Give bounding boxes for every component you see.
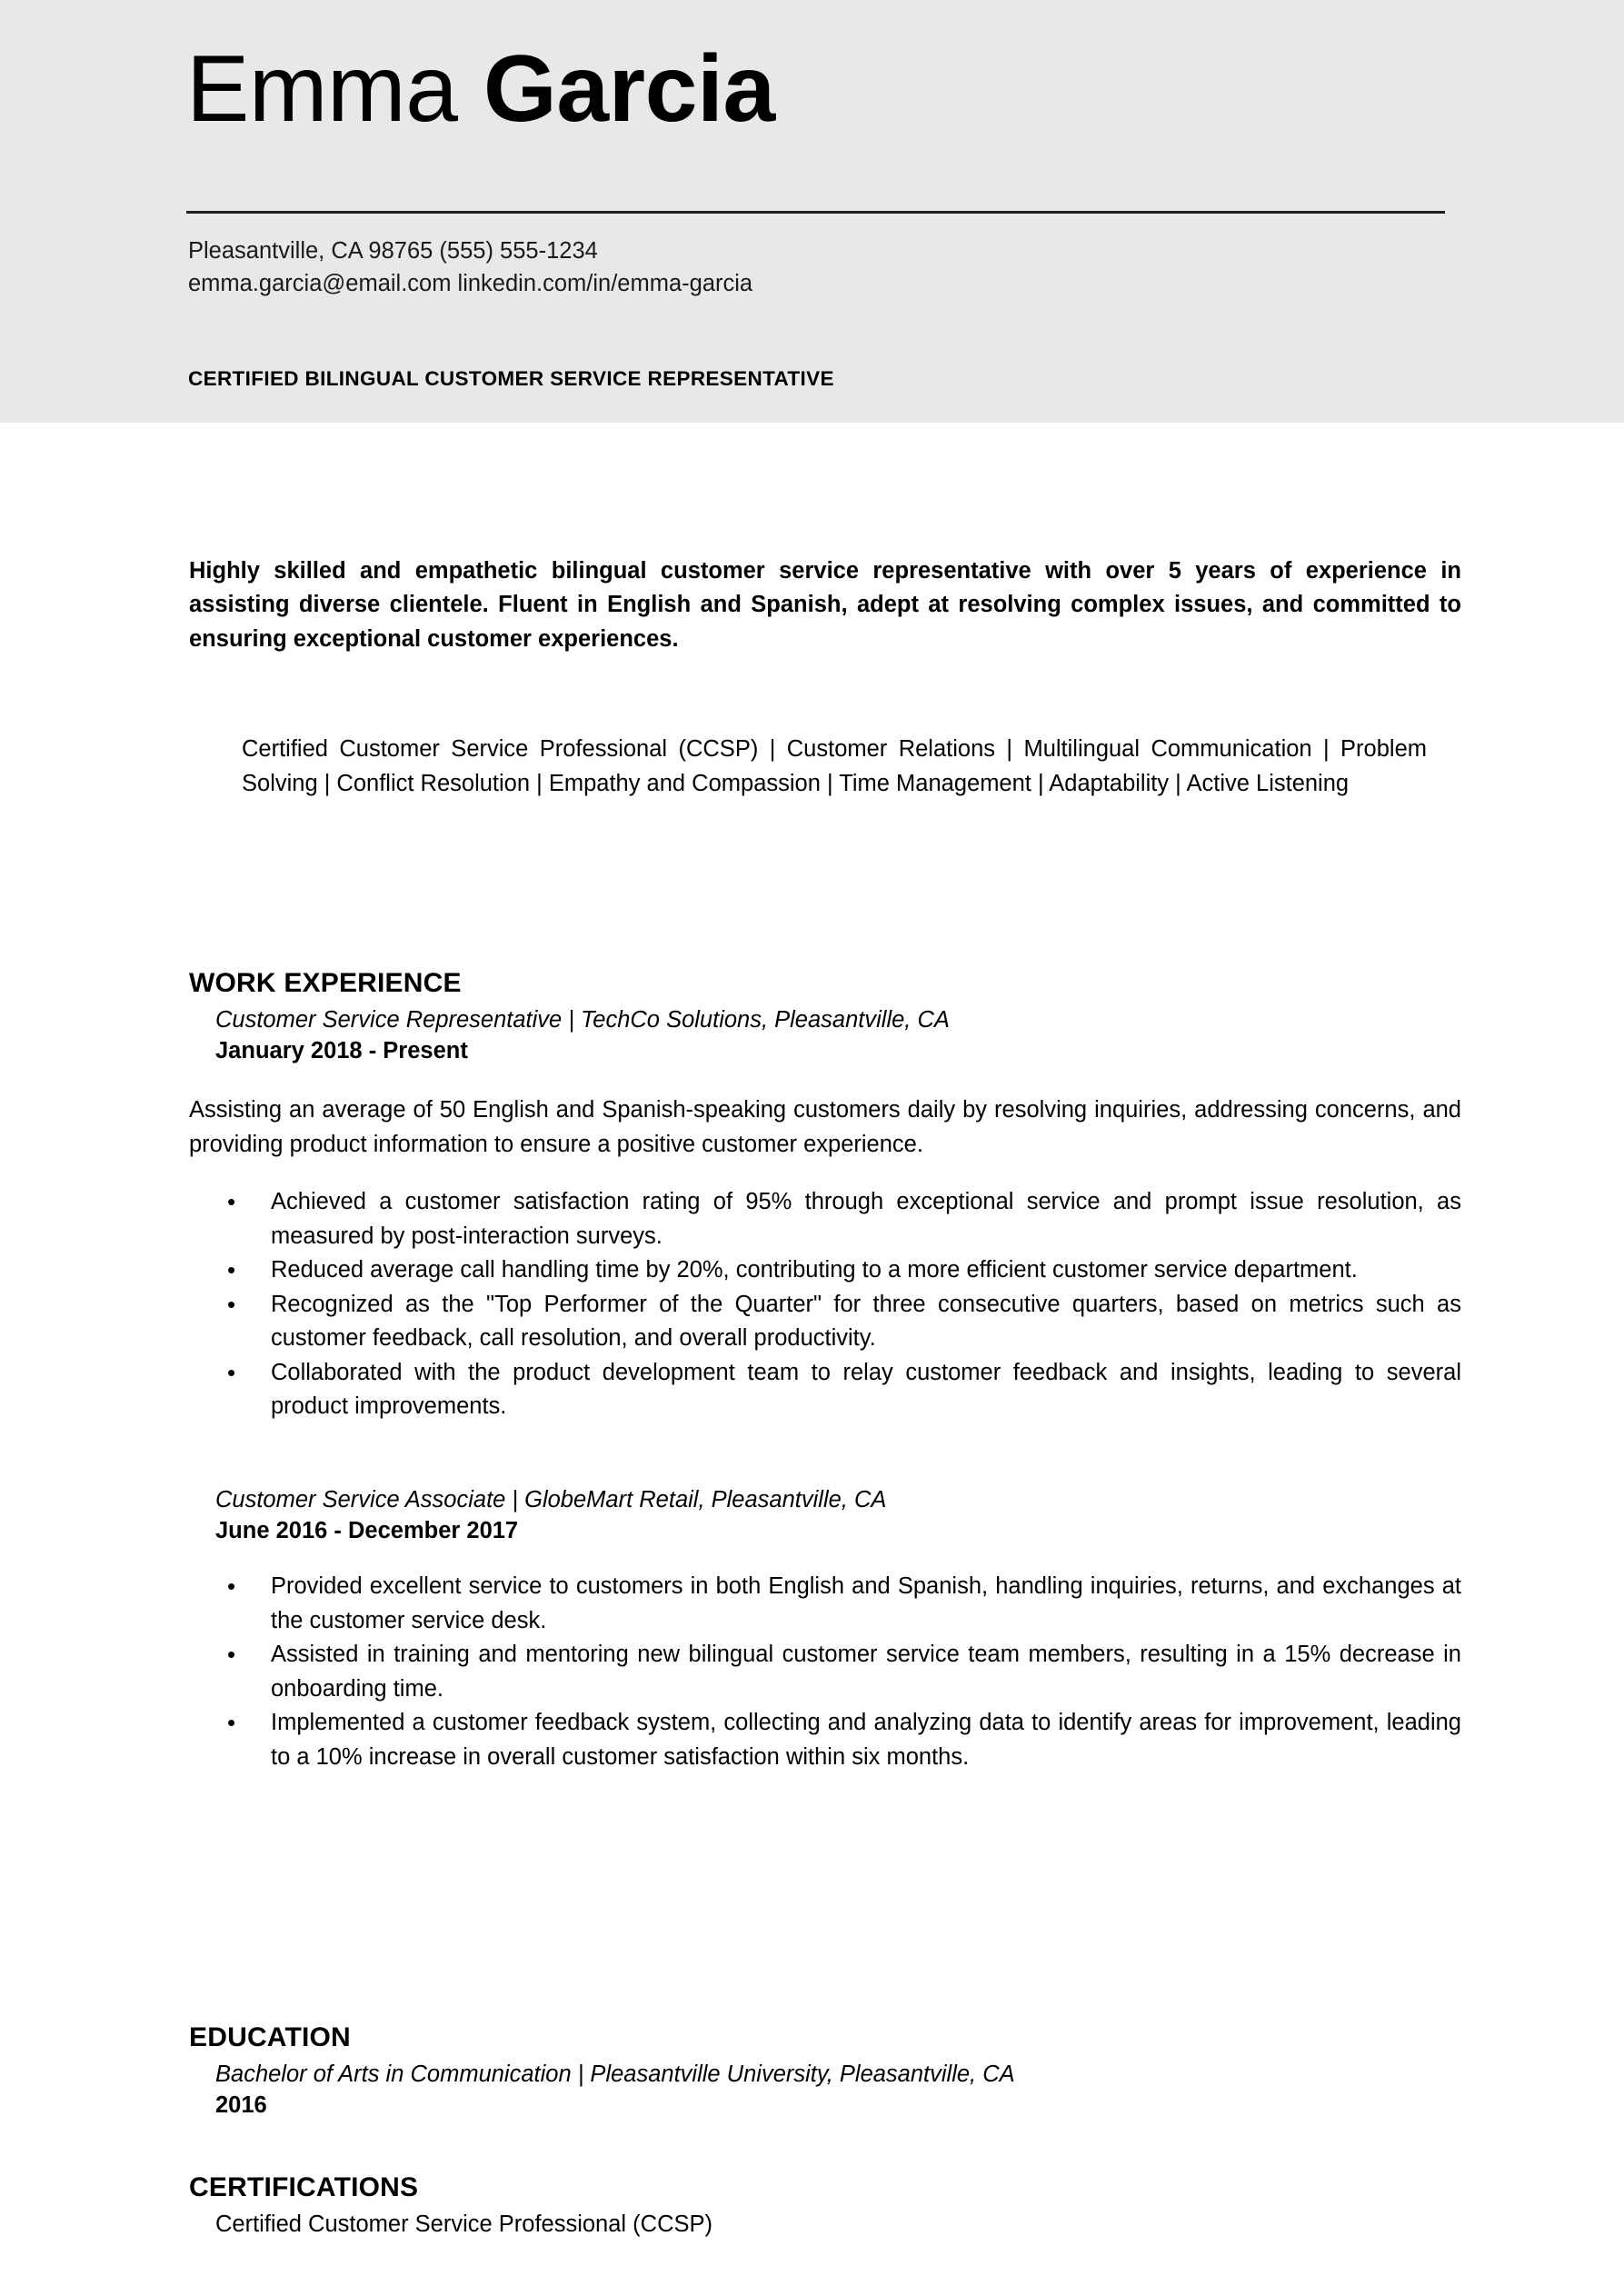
work-entry <box>215 1484 1461 1546</box>
work-entry-date: January 2018 - Present <box>215 1038 468 1064</box>
work-entry-second <box>189 1484 1461 1774</box>
education-degree: Bachelor of Arts in Communication | Pleasantville University, Pleasantville, CA <box>215 2061 1015 2087</box>
section-heading-work-experience: WORK EXPERIENCE <box>189 968 462 998</box>
work-entry-title: Customer Service Associate | GlobeMart Retail, Pleasantville, CA <box>215 1487 887 1512</box>
work-entry-description: Assisting an average of 50 English and Spanish-speaking customers daily by resolving inquiries, addressing concerns, and providing product information to ensure a positive customer experience. <box>189 1097 1461 1157</box>
certifications-section <box>189 2172 1461 2241</box>
education-year: 2016 <box>215 2092 267 2119</box>
work-entry-date: June 2016 - December 2017 <box>215 1518 519 1544</box>
last-name: Garcia <box>483 36 775 142</box>
list-item: • Implemented a customer feedback system, collecting and analyzing data to identify areas for improvement, leading to a 10% increase in overall customer satisfaction within six months. <box>189 1706 1461 1774</box>
work-entry-title: Customer Service Representative | TechCo Solutions, Pleasantville, CA <box>215 1007 950 1033</box>
list-item: • Reduced average call handling time by 20%, contributing to a more efficient customer service department. <box>189 1253 1461 1287</box>
header-divider-rule <box>186 211 1445 214</box>
list-item: • Achieved a customer satisfaction rating of 95% through exceptional service and prompt issue resolution, as measured by post-interaction surveys. <box>189 1185 1461 1253</box>
education-entry <box>215 2059 1461 2121</box>
list-item: • Assisted in training and mentoring new bilingual customer service team members, resulting in a 15% decrease in onboarding time. <box>189 1638 1461 1706</box>
contact-line-email-linkedin: emma.garcia@email.com linkedin.com/in/emma-garcia <box>188 271 753 297</box>
professional-summary: Highly skilled and empathetic bilingual customer service representative with over 5 years of experience in assisting diverse clientele. Fluent in English and Spanish, adept at resolving complex issues, and committed to ensuring exceptional customer experiences. <box>189 558 1461 652</box>
work-entry-bullets <box>189 1185 1461 1423</box>
list-item: • Provided excellent service to customers in both English and Spanish, handling inquiries, returns, and exchanges at the customer service desk. <box>189 1570 1461 1638</box>
resume-header-band <box>0 0 1624 423</box>
section-heading-certifications: CERTIFICATIONS <box>189 2172 419 2202</box>
contact-info <box>188 235 752 300</box>
list-item: • Collaborated with the product development team to relay customer feedback and insights, leading to several product improvements. <box>189 1356 1461 1424</box>
professional-title: CERTIFIED BILINGUAL CUSTOMER SERVICE REPRESENTATIVE <box>188 367 834 390</box>
contact-line-address-phone: Pleasantville, CA 98765 (555) 555-1234 <box>188 238 598 264</box>
work-entry-bullets <box>189 1570 1461 1774</box>
skills-list: Certified Customer Service Professional (CCSP) | Customer Relations | Multilingual Communication | Problem Solving | Conflict Resolution | Empathy and Compassion | Time Management | Adaptability | Active Listening <box>242 736 1427 797</box>
certification-item: Certified Customer Service Professional (CCSP) <box>215 2211 713 2237</box>
work-entry <box>215 1004 1461 1066</box>
first-name: Emma <box>186 36 458 142</box>
list-item: • Recognized as the "Top Performer of the Quarter" for three consecutive quarters, based on metrics such as customer feedback, call resolution, and overall productivity. <box>189 1288 1461 1356</box>
section-heading-education: EDUCATION <box>189 2022 351 2052</box>
work-experience-section <box>189 968 1461 1424</box>
candidate-name <box>186 38 775 140</box>
education-section <box>189 2022 1461 2121</box>
